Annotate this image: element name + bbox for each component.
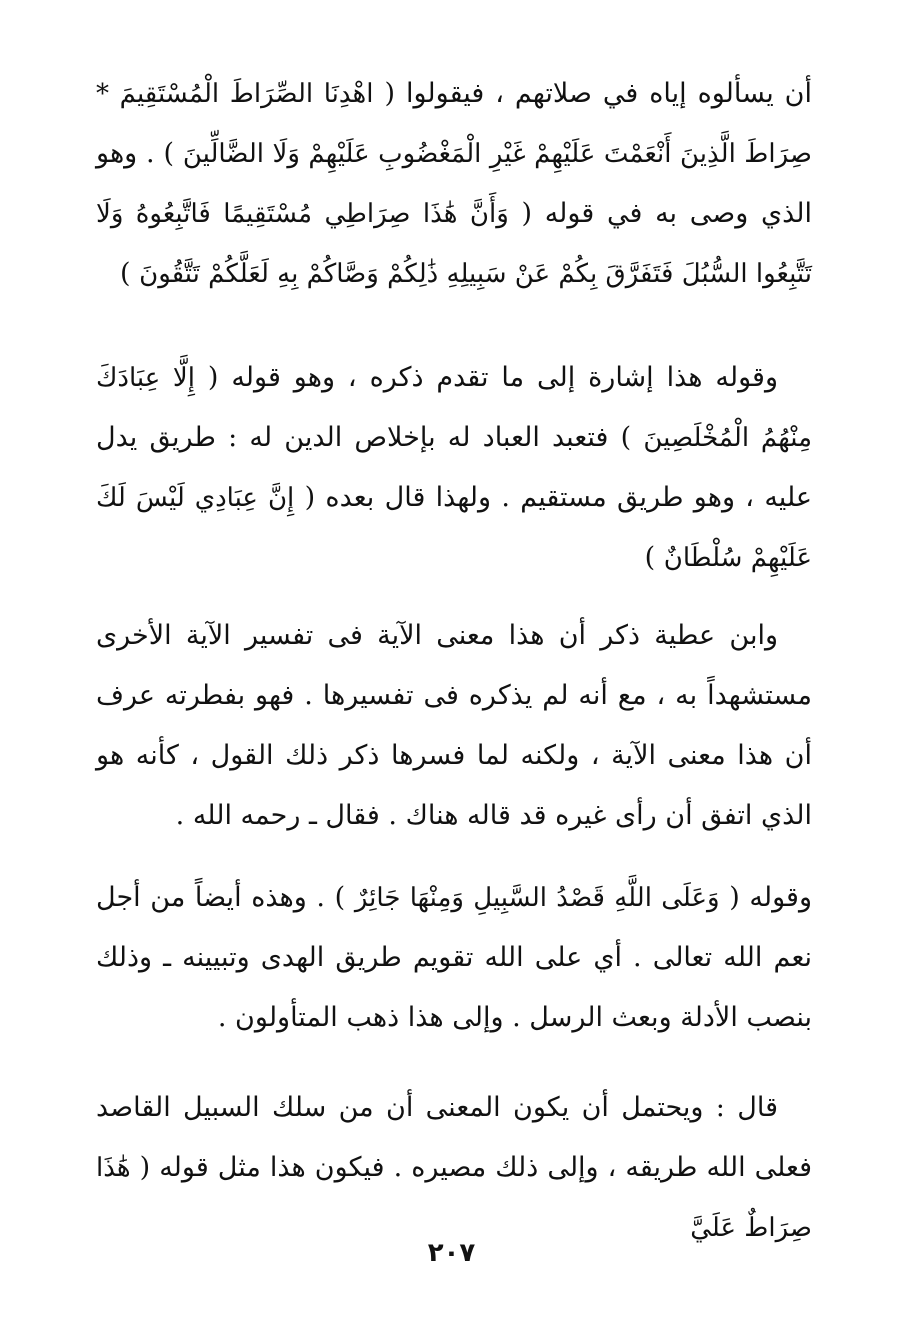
paragraph-1-middle: ) . وهو الذي وصى به في قوله (: [96, 138, 812, 229]
paragraph-2-middle: ) فتعبد العباد له بإخلاص الدين له : طريق يدل عليه ، وهو طريق مستقيم . ولهذا قال بعده (: [96, 422, 812, 513]
paragraph-1-after: ): [119, 258, 140, 289]
paragraph-5-before: قال : ويحتمل أن يكون المعنى أن من سلك السبيل القاصد فعلى الله طريقه ، وإلى ذلك مصيره . فيكون هذا مثل قوله (: [96, 1092, 812, 1183]
page-number: ٢٠٧: [427, 1238, 476, 1268]
paragraph-4: [96, 868, 812, 1048]
paragraph-2-before: وقوله هذا إشارة إلى ما تقدم ذكره ، وهو قوله (: [194, 362, 779, 393]
quran-verse-qasd: وَعَلَى اللَّهِ قَصْدُ السَّبِيلِ وَمِنْهَا جَائِرٌ: [354, 883, 720, 913]
paragraph-5-text: [96, 1078, 812, 1258]
quran-verse-anam: وَأَنَّ هَٰذَا صِرَاطِي مُسْتَقِيمًا فَاتَّبِعُوهُ وَلَا تَتَّبِعُوا السُّبُلَ فَتَفَرَّقَ بِكُمْ عَنْ سَبِيلِهِ ذَٰلِكُمْ وَصَّاكُمْ بِهِ لَعَلَّكُمْ تَتَّقُونَ: [96, 199, 812, 289]
quran-verse-fatiha: اهْدِنَا الصِّرَاطَ الْمُسْتَقِيمَ * صِرَاطَ الَّذِينَ أَنْعَمْتَ عَلَيْهِمْ غَيْرِ الْمَغْضُوبِ عَلَيْهِمْ وَلَا الضَّالِّينَ: [96, 79, 812, 169]
paragraph-1: [96, 64, 812, 304]
quran-verse-ibadi: إِنَّ عِبَادِي لَيْسَ لَكَ عَلَيْهِمْ سُلْطَانٌ: [96, 483, 812, 573]
paragraph-2-after: ): [644, 542, 664, 573]
paragraph-5: [96, 1078, 812, 1258]
quran-verse-sirat-alayya: هَٰذَا صِرَاطٌ عَلَيَّ: [96, 1153, 812, 1243]
paragraph-4-text: [96, 868, 812, 1048]
paragraph-1-before: أن يسألوه إياه في صلاتهم ، فيقولوا (: [373, 78, 813, 109]
paragraph-2-text: [96, 348, 812, 588]
paragraph-4-before: وقوله (: [719, 882, 812, 913]
paragraph-2: [96, 348, 812, 588]
quran-verse-mukhlasin: إِلَّا عِبَادَكَ مِنْهُمُ الْمُخْلَصِينَ: [96, 363, 812, 453]
paragraph-4-after: ) . وهذه أيضاً من أجل نعم الله تعالى . أي على الله تقويم طريق الهدى وتبيينه ـ وذلك بنصب الأدلة وبعث الرسل . وإلى هذا ذهب المتأولون .: [96, 882, 812, 1033]
paragraph-3-text: وابن عطية ذكر أن هذا معنى الآية فى تفسير الآية الأخرى مستشهداً به ، مع أنه لم يذكره فى تفسيرها . فهو بفطرته عرف أن هذا معنى الآية ، ولكنه لما فسرها ذكر ذلك القول ، كأنه هو الذي اتفق أن رأى غيره قد قاله هناك . فقال ـ رحمه الله .: [96, 620, 812, 831]
paragraph-1-text: [96, 64, 812, 304]
paragraph-3: [96, 606, 812, 846]
